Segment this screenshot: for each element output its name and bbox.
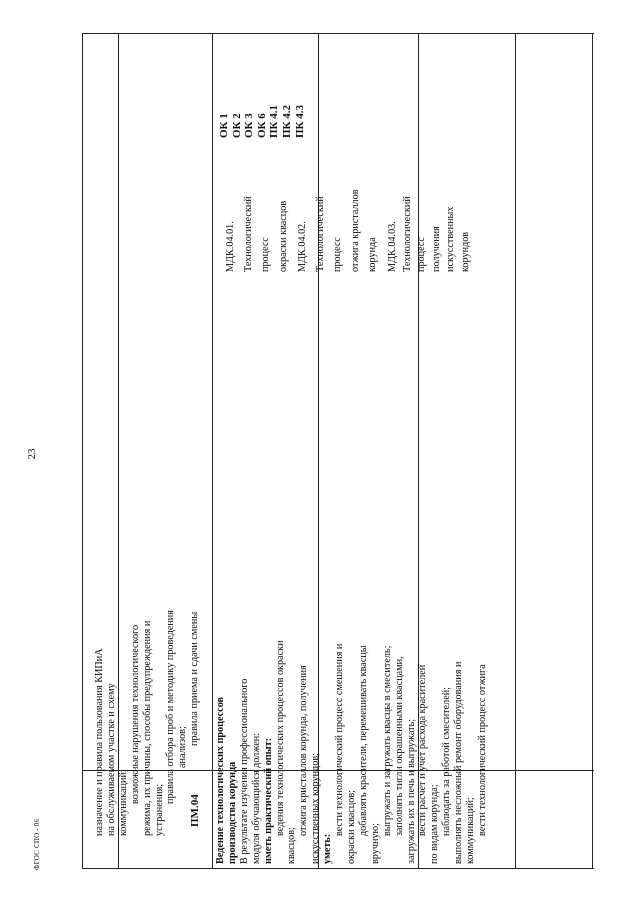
pm04-line: В результате изучения профессионального <box>238 678 250 864</box>
pm04-title: Ведение технологических процессов <box>215 696 226 864</box>
pm04-line: выполнять несложный ремонт оборудования и <box>453 661 465 864</box>
pm04-line: вести расчет и учет расхода красителей <box>417 664 429 836</box>
pm04-line: вести технологический процесс отжига <box>476 664 488 836</box>
pm04-line: выгружать и загружать квасцы в смеситель; <box>381 645 393 836</box>
mdk-code: МДК.04.02. <box>297 221 308 272</box>
pm04-line: добавлять красители, перемешивать квасцы <box>357 645 369 836</box>
mdk-line: процесс <box>260 237 271 272</box>
pm04-code: ПМ.04 <box>189 794 201 827</box>
mdk-line: корундов <box>459 231 471 272</box>
cont-line: коммуникаций; <box>117 769 129 836</box>
pm04-line: квасцов; <box>286 827 298 864</box>
pm04-line: окраски квасцов; <box>345 790 357 864</box>
cont-line: анализов; <box>177 726 189 768</box>
mdk-line: Технологический <box>401 196 413 272</box>
mdk-block <box>294 162 382 272</box>
competency: ОК 1 <box>218 113 230 138</box>
page-number: 23 <box>26 448 38 460</box>
pm04-line: ведения технологических процессов окраски <box>274 640 286 836</box>
mdk-line: отжига кристаллов <box>349 189 361 272</box>
mdk-line: искусственных <box>445 206 456 272</box>
mdk-block <box>222 162 292 272</box>
pm04-line: вести технологический процесс смешения и <box>334 643 346 836</box>
mdk-line: процесс <box>416 237 427 272</box>
mdk-line: получения <box>430 226 442 272</box>
mdk-line: процесс <box>332 237 343 272</box>
pm04-line: иметь практический опыт: <box>262 737 274 864</box>
cont-line: правила отбора проб и методику проведения <box>165 610 177 804</box>
continuation-block <box>94 484 201 864</box>
competencies-block <box>218 48 306 138</box>
pm04-code-cell <box>190 747 202 827</box>
competency: ОК 3 <box>243 113 256 138</box>
mdk-line: окраски квасцов <box>277 200 289 272</box>
cont-line: правила приема и сдачи смены <box>189 611 201 746</box>
mdk-code: МДК.04.03. <box>387 221 398 272</box>
pm04-line: по видам корунда; <box>429 784 441 864</box>
competency: ПК 4.2 <box>280 104 293 138</box>
pm04-line: наблюдать за работой смесителей; <box>441 686 453 836</box>
cont-line: назначение и правила пользования КИПиА <box>94 648 105 836</box>
pm04-line: заполнять тигли окрашенными квасцами, <box>393 656 405 836</box>
pm04-title: производства корунда <box>226 761 238 864</box>
pm04-line: уметь: <box>322 833 334 864</box>
mdk-block <box>386 162 473 272</box>
pm04-line: модуля обучающийся должен: <box>250 732 262 864</box>
cont-line: возможные нарушения технологического <box>129 624 141 804</box>
competency: ОК 2 <box>230 113 243 138</box>
pm04-line: коммуникаций; <box>465 797 477 864</box>
pm04-description <box>215 524 489 864</box>
pm04-line: вручную; <box>369 823 381 864</box>
mdk-line: Технологический <box>242 196 254 272</box>
pm04-line: отжига кристаллов корунда, получения <box>298 665 310 836</box>
mdk-code: МДК.04.01. <box>225 221 236 272</box>
pm04-line: загружать их в печь и выгружать; <box>405 718 417 864</box>
pm04-line: искусственных корундов; <box>310 753 322 864</box>
cont-line: устранения; <box>153 783 165 836</box>
cont-line: на обслуживаемом участке и схему <box>105 683 117 836</box>
mdk-line: корунда <box>367 237 378 272</box>
competency: ПК 4.1 <box>268 104 281 138</box>
footer-standard: ФГОС СПО - 06 <box>33 818 41 870</box>
competency: ОК 6 <box>255 113 268 138</box>
competency: ПК 4.3 <box>293 104 306 138</box>
mdk-line: Технологический <box>314 196 326 272</box>
cont-line: режима, их причины, способы предупреждения и <box>141 620 153 836</box>
